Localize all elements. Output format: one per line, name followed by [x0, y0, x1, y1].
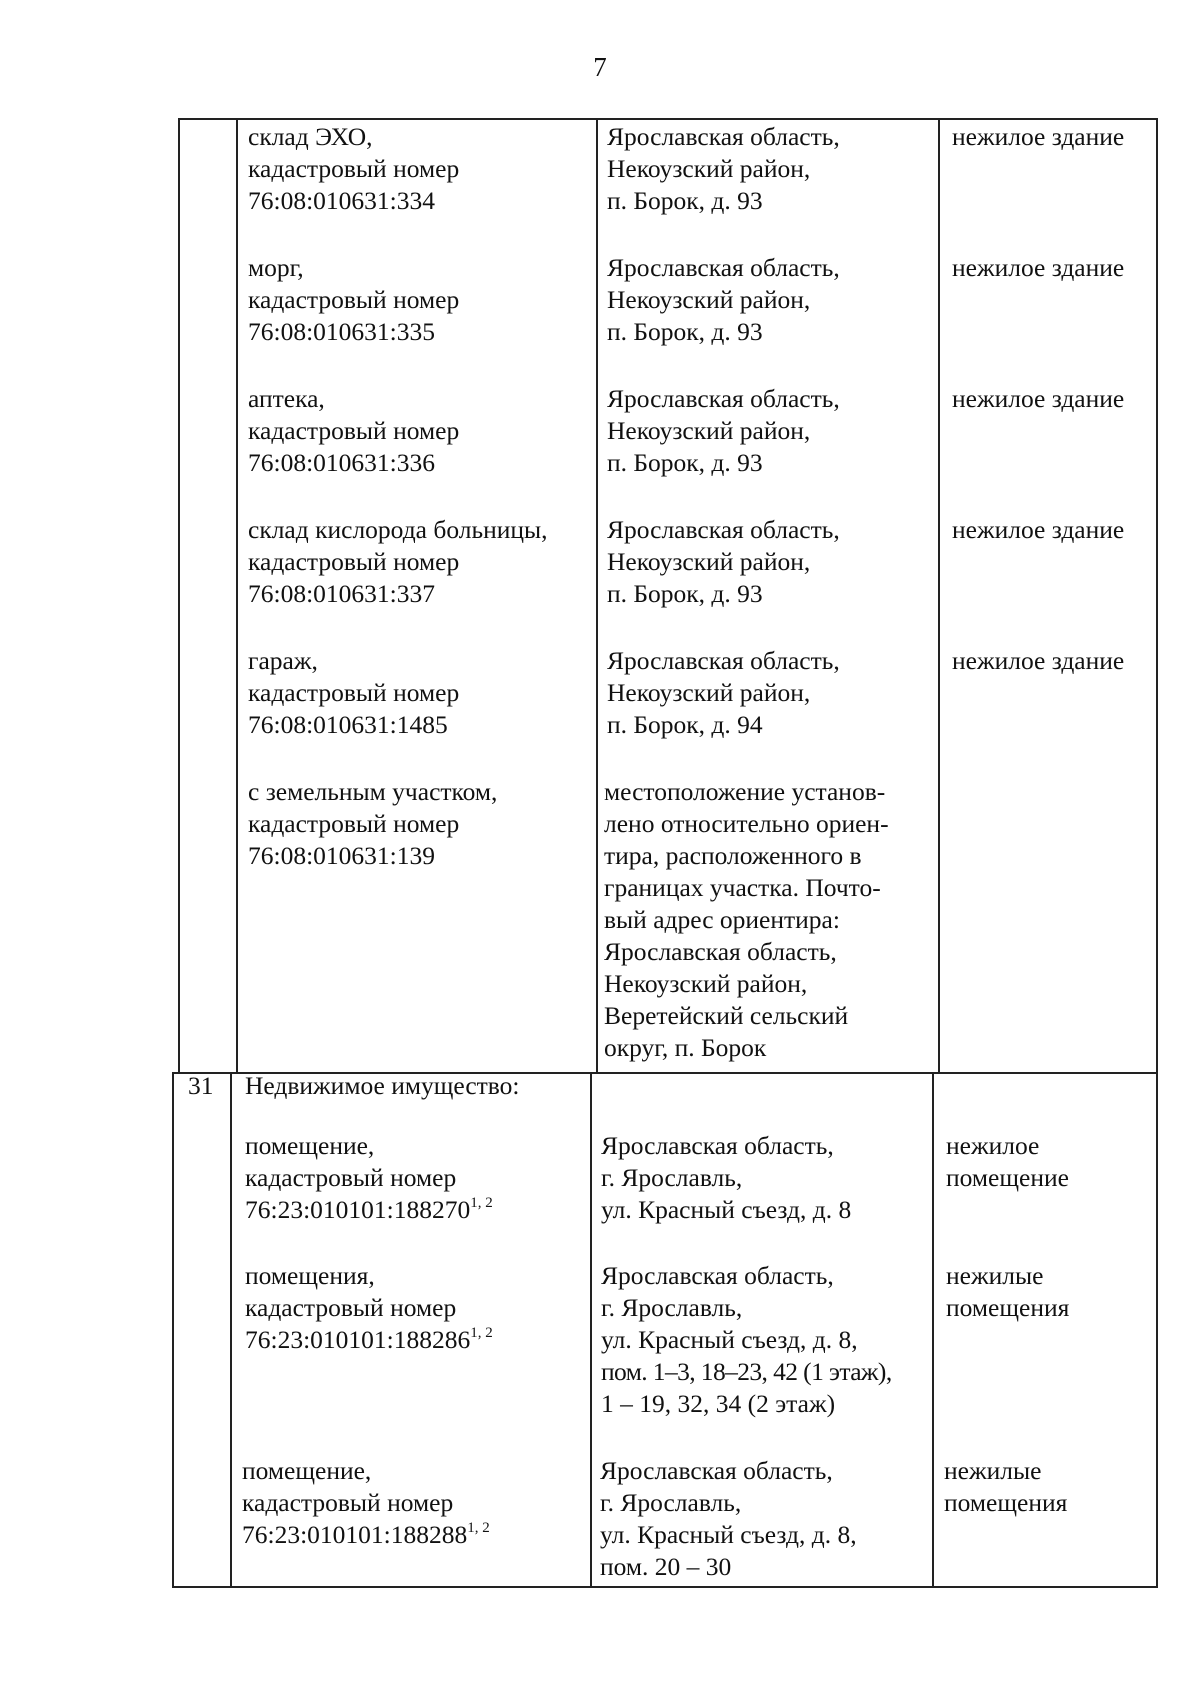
object-label: кадастровый номер — [248, 809, 460, 838]
object-label: кадастровый номер — [248, 678, 460, 707]
object-label: кадастровый номер — [248, 285, 460, 314]
address-line: Некоузский район, — [607, 285, 811, 314]
object-name: с земельным участком, — [248, 777, 498, 806]
row-heading: Недвижимое имущество: — [245, 1071, 520, 1100]
address-line: лено относительно ориен- — [604, 809, 889, 838]
object-type: нежилое здание — [952, 515, 1125, 544]
column-divider — [230, 1072, 232, 1588]
address-line: Веретейский сельский — [604, 1001, 849, 1030]
object-label: кадастровый номер — [245, 1163, 457, 1192]
column-divider — [236, 118, 238, 1073]
row-number: 31 — [188, 1071, 214, 1100]
footnote-marks: 1, 2 — [467, 1520, 490, 1536]
object-type: нежилое здание — [952, 253, 1125, 282]
address-line: ул. Красный съезд, д. 8 — [601, 1195, 852, 1224]
address-line: г. Ярославль, — [601, 1293, 743, 1322]
address-line: Ярославская область, — [607, 646, 840, 675]
address-line: г. Ярославль, — [601, 1163, 743, 1192]
address-line: Ярославская область, — [607, 515, 840, 544]
address-line: п. Борок, д. 94 — [607, 710, 763, 739]
object-name: склад ЭХО, — [248, 122, 373, 151]
address-line: вый адрес ориентира: — [604, 905, 840, 934]
address-line: г. Ярославль, — [600, 1488, 742, 1517]
object-type: нежилое здание — [952, 122, 1125, 151]
footnote-marks: 1, 2 — [470, 1325, 493, 1341]
table-left-border — [172, 1072, 174, 1588]
address-line: Некоузский район, — [604, 969, 808, 998]
object-name: гараж, — [248, 646, 318, 675]
page-number: 7 — [593, 52, 607, 82]
address-line: ул. Красный съезд, д. 8, — [601, 1325, 858, 1354]
object-label: кадастровый номер — [245, 1293, 457, 1322]
object-type: помещения — [946, 1293, 1070, 1322]
address-line: п. Борок, д. 93 — [607, 186, 763, 215]
object-type: нежилое — [946, 1131, 1040, 1160]
address-line: Ярославская область, — [601, 1261, 834, 1290]
object-name: склад кислорода больницы, — [248, 515, 548, 544]
object-name: аптека, — [248, 384, 325, 413]
address-line: п. Борок, д. 93 — [607, 317, 763, 346]
address-line: тира, расположенного в — [604, 841, 862, 870]
object-type: помещения — [944, 1488, 1068, 1517]
object-type: нежилые — [946, 1261, 1044, 1290]
address-line: 1 – 19, 32, 34 (2 этаж) — [601, 1389, 836, 1418]
table-top-border — [178, 118, 1158, 120]
address-line: Некоузский район, — [607, 416, 811, 445]
cadastral-number: 76:08:010631:1485 — [248, 710, 448, 739]
cadastral-number: 76:08:010631:139 — [248, 841, 436, 870]
address-line: Ярославская область, — [600, 1456, 833, 1485]
object-name: помещение, — [242, 1456, 372, 1485]
cadastral-number: 76:08:010631:336 — [248, 448, 436, 477]
object-label: кадастровый номер — [248, 547, 460, 576]
object-name: помещения, — [245, 1261, 375, 1290]
column-divider — [932, 1072, 934, 1588]
cadastral-number: 76:08:010631:334 — [248, 186, 436, 215]
address-line: Ярославская область, — [604, 937, 837, 966]
object-type: помещение — [946, 1163, 1069, 1192]
address-line: границах участка. Почто- — [604, 873, 881, 902]
address-line: п. Борок, д. 93 — [607, 448, 763, 477]
object-label: кадастровый номер — [242, 1488, 454, 1517]
table-right-border — [1156, 118, 1158, 1588]
address-line: Некоузский район, — [607, 154, 811, 183]
object-name: помещение, — [245, 1131, 375, 1160]
address-line: округ, п. Борок — [604, 1033, 767, 1062]
address-line: п. Борок, д. 93 — [607, 579, 763, 608]
address-line: Ярославская область, — [601, 1131, 834, 1160]
cadastral-number: 76:08:010631:337 — [248, 579, 436, 608]
address-line: Ярославская область, — [607, 122, 840, 151]
address-line: пом. 20 – 30 — [600, 1552, 732, 1581]
address-line: пом. 1–3, 18–23, 42 (1 этаж), — [601, 1357, 892, 1386]
column-divider — [938, 118, 940, 1073]
object-type: нежилое здание — [952, 384, 1125, 413]
cadastral-number: 76:08:010631:335 — [248, 317, 436, 346]
column-divider — [596, 118, 598, 1073]
address-line: Ярославская область, — [607, 384, 840, 413]
object-label: кадастровый номер — [248, 416, 460, 445]
cadastral-number: 76:23:010101:188286$^{1, 2}$ — [245, 1325, 493, 1354]
object-type: нежилое здание — [952, 646, 1125, 675]
column-divider — [590, 1072, 592, 1588]
cadastral-number: 76:23:010101:188270$^{1, 2}$ — [245, 1195, 493, 1224]
address-line: ул. Красный съезд, д. 8, — [600, 1520, 857, 1549]
object-name: морг, — [248, 253, 304, 282]
address-line: Некоузский район, — [607, 678, 811, 707]
object-label: кадастровый номер — [248, 154, 460, 183]
footnote-marks: 1, 2 — [470, 1195, 493, 1211]
object-type: нежилые — [944, 1456, 1042, 1485]
address-line: Ярославская область, — [607, 253, 840, 282]
address-line: местоположение установ- — [604, 777, 886, 806]
table-bottom-border — [172, 1586, 1158, 1588]
cadastral-number: 76:23:010101:188288$^{1, 2}$ — [242, 1520, 490, 1549]
table-left-border — [178, 118, 180, 1073]
address-line: Некоузский район, — [607, 547, 811, 576]
